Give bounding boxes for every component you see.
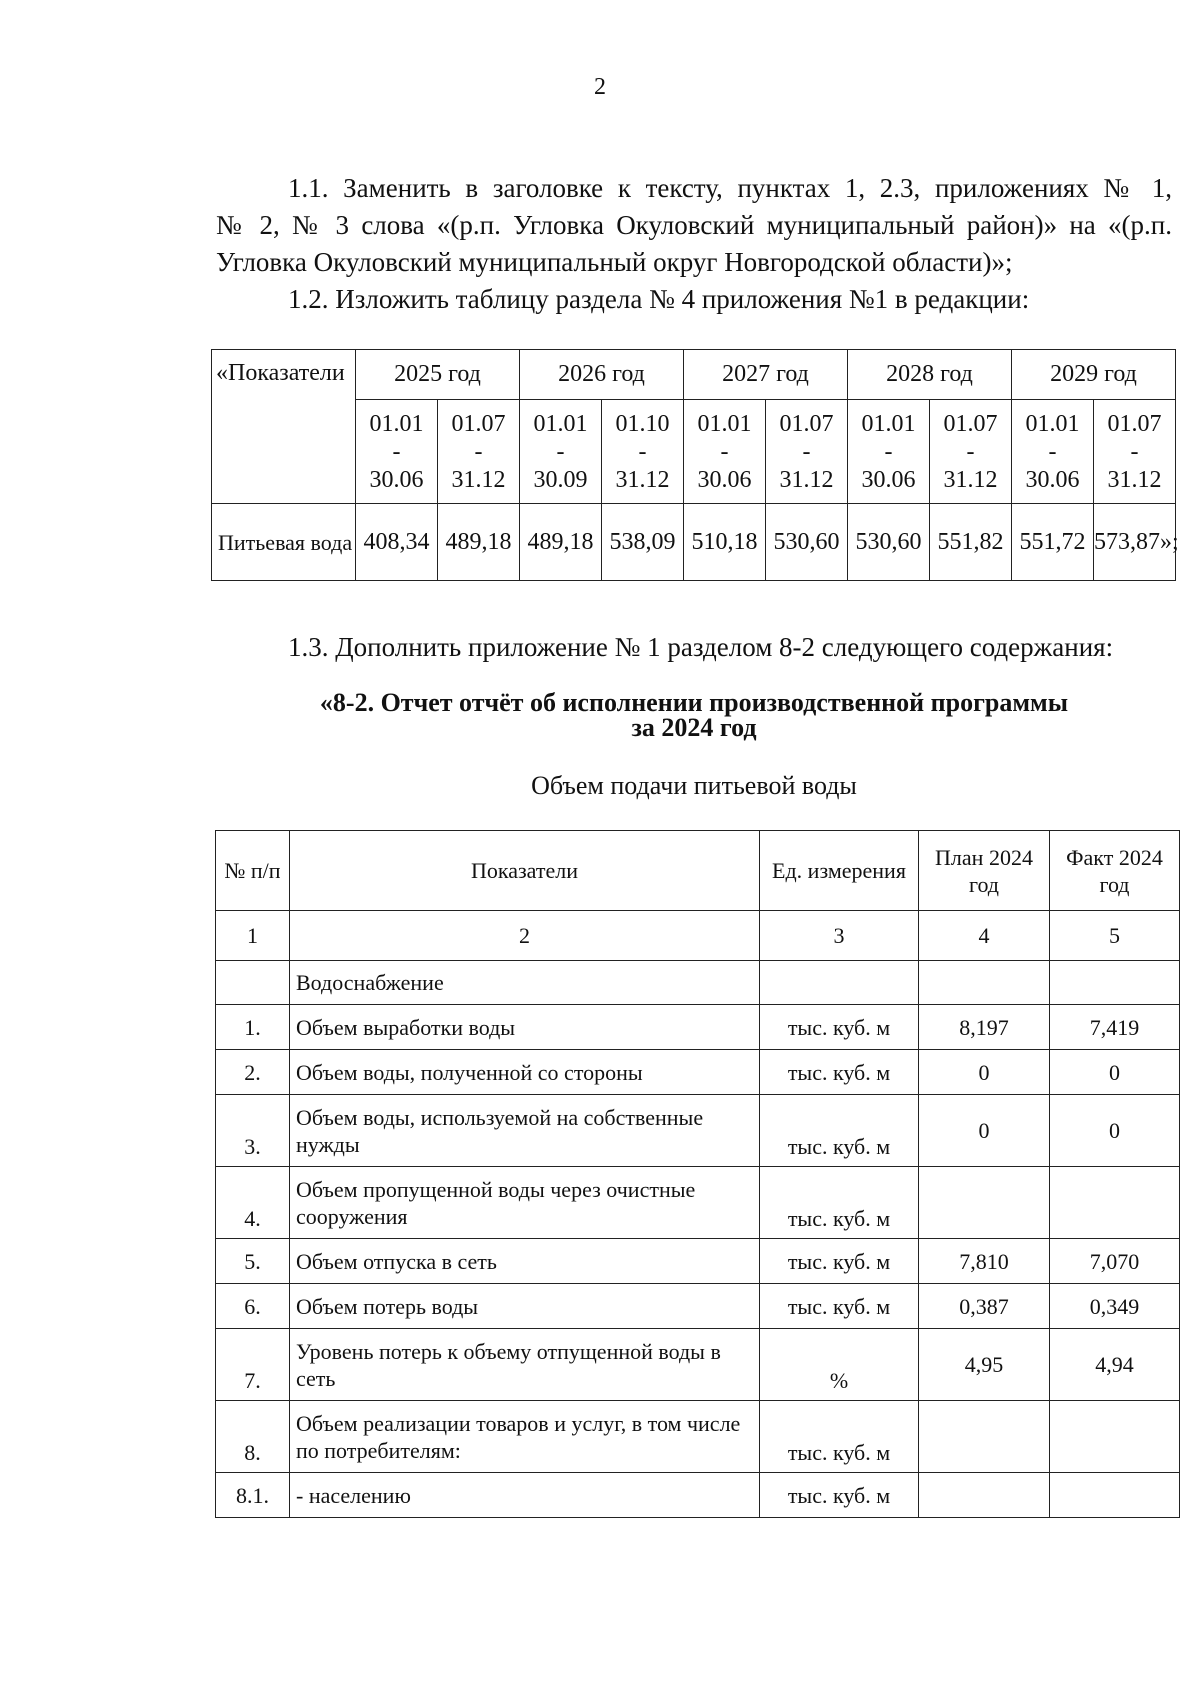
- row-num: 1.: [216, 1005, 290, 1050]
- tariff-period-end: 30.06: [861, 466, 916, 493]
- row-name: Объем воды, используемой на собственные нужды: [290, 1095, 760, 1167]
- paragraph-1-1-line-1: 1.1. Заменить в заголовке к тексту, пунктах 1, 2.3, приложениях № 1,: [288, 173, 1172, 203]
- table-row: [216, 1005, 1180, 1050]
- row-plan: 7,810: [919, 1239, 1050, 1284]
- tariff-year-2029: 2029 год: [1012, 350, 1176, 400]
- row-unit: %: [760, 1329, 919, 1401]
- tariff-value-cell: 551,82: [930, 504, 1012, 581]
- row-fact: [1050, 1473, 1180, 1518]
- tariff-period-start: 01.07: [1107, 410, 1162, 437]
- tariff-value-row: [212, 504, 1176, 581]
- table-row: [216, 1167, 1180, 1239]
- row-plan: 0: [919, 1050, 1050, 1095]
- paragraph-1-1-line-2: № 2, № 3 слова «(р.п. Угловка Окуловский муниципальный район)» на «(р.п.: [216, 210, 1172, 240]
- row-name: Водоснабжение: [290, 961, 760, 1005]
- paragraph-1-1-line-3: Угловка Окуловский муниципальный округ Новгородской области)»;: [216, 247, 1013, 277]
- tariff-year-2027: 2027 год: [684, 350, 848, 400]
- table-subtitle: Объем подачи питьевой воды: [531, 771, 857, 800]
- tariff-period-end: 31.12: [1107, 466, 1162, 493]
- row-plan: [919, 1473, 1050, 1518]
- row-num: 7.: [216, 1329, 290, 1401]
- row-num: 5.: [216, 1239, 290, 1284]
- tariff-period-dash: -: [966, 438, 975, 465]
- row-num: 4.: [216, 1167, 290, 1239]
- tariff-period-end: 31.12: [451, 466, 506, 493]
- tariff-period-start: 01.01: [861, 410, 916, 437]
- column-number: 4: [919, 911, 1050, 961]
- tariff-period-end: 30.06: [697, 466, 752, 493]
- row-unit: тыс. куб. м: [760, 1005, 919, 1050]
- tariff-row-label: Питьевая вода: [212, 504, 356, 581]
- tariff-value-cell: 408,34: [356, 504, 438, 581]
- row-unit: тыс. куб. м: [760, 1401, 919, 1473]
- tariff-period-dash: -: [638, 438, 647, 465]
- tariff-period-cell: [356, 400, 438, 504]
- tariff-value-cell: 530,60: [766, 504, 848, 581]
- tariff-period-end: 31.12: [615, 466, 670, 493]
- row-name: Объем отпуска в сеть: [290, 1239, 760, 1284]
- table-row: [216, 1095, 1180, 1167]
- tariff-value-cell: 489,18: [438, 504, 520, 581]
- row-plan: 8,197: [919, 1005, 1050, 1050]
- tariff-year-row: [212, 350, 1176, 400]
- row-name: - населению: [290, 1473, 760, 1518]
- header-fact: Факт 2024 год: [1050, 831, 1180, 911]
- table-row: [216, 961, 1180, 1005]
- tariff-table: [211, 349, 1179, 581]
- row-plan: [919, 1167, 1050, 1239]
- tariff-period-start: 01.07: [451, 410, 506, 437]
- tariff-header-label: «Показатели: [212, 350, 356, 504]
- row-fact: 0: [1050, 1050, 1180, 1095]
- table-row: [216, 1284, 1180, 1329]
- table-row: [216, 1239, 1180, 1284]
- row-unit: тыс. куб. м: [760, 1473, 919, 1518]
- table-row: [216, 1401, 1180, 1473]
- row-unit: тыс. куб. м: [760, 1050, 919, 1095]
- report-header-row: [216, 831, 1180, 911]
- tariff-period-start: 01.07: [779, 410, 834, 437]
- row-name: Объем воды, полученной со стороны: [290, 1050, 760, 1095]
- row-name: Объем потерь воды: [290, 1284, 760, 1329]
- row-fact: 0,349: [1050, 1284, 1180, 1329]
- tariff-period-dash: -: [1130, 438, 1139, 465]
- column-number: 2: [290, 911, 760, 961]
- row-fact: [1050, 1401, 1180, 1473]
- row-unit: тыс. куб. м: [760, 1095, 919, 1167]
- header-plan: План 2024 год: [919, 831, 1050, 911]
- tariff-period-cell: [1094, 400, 1176, 504]
- paragraph-1-2-text: 1.2. Изложить таблицу раздела № 4 приложения №1 в редакции:: [288, 284, 1030, 314]
- tariff-year-2025: 2025 год: [356, 350, 520, 400]
- report-body: [216, 961, 1180, 1518]
- row-name: Уровень потерь к объему отпущенной воды в сеть: [290, 1329, 760, 1401]
- section-title-line-1: «8-2. Отчет отчёт об исполнении производственной программы: [319, 688, 1069, 717]
- row-num: 8.1.: [216, 1473, 290, 1518]
- tariff-period-cell: [684, 400, 766, 504]
- row-plan: [919, 961, 1050, 1005]
- column-number: 3: [760, 911, 919, 961]
- paragraph-1-3: [216, 629, 1172, 666]
- row-name: Объем выработки воды: [290, 1005, 760, 1050]
- tariff-period-dash: -: [1048, 438, 1057, 465]
- tariff-period-dash: -: [392, 438, 401, 465]
- tariff-period-end: 31.12: [779, 466, 834, 493]
- tariff-period-start: 01.07: [943, 410, 998, 437]
- row-plan: 0: [919, 1095, 1050, 1167]
- tariff-value-cell: 530,60: [848, 504, 930, 581]
- tariff-period-cell: [1012, 400, 1094, 504]
- tariff-period-start: 01.10: [615, 410, 670, 437]
- paragraph-1-3-text: 1.3. Дополнить приложение № 1 разделом 8-2 следующего содержания:: [288, 632, 1114, 662]
- table-row: [216, 1473, 1180, 1518]
- row-fact: 0: [1050, 1095, 1180, 1167]
- tariff-year-2028: 2028 год: [848, 350, 1012, 400]
- row-unit: тыс. куб. м: [760, 1239, 919, 1284]
- column-number: 5: [1050, 911, 1180, 961]
- row-num: 3.: [216, 1095, 290, 1167]
- row-num: 2.: [216, 1050, 290, 1095]
- paragraph-1-1: [216, 170, 1172, 281]
- tariff-period-cell: [520, 400, 602, 504]
- tariff-period-end: 31.12: [943, 466, 998, 493]
- tariff-value-cell: 538,09: [602, 504, 684, 581]
- row-fact: [1050, 961, 1180, 1005]
- tariff-year-2026: 2026 год: [520, 350, 684, 400]
- tariff-period-start: 01.01: [533, 410, 588, 437]
- row-unit: [760, 961, 919, 1005]
- tariff-period-end: 30.06: [1025, 466, 1080, 493]
- row-num: 6.: [216, 1284, 290, 1329]
- tariff-period-dash: -: [884, 438, 893, 465]
- tariff-period-cell: [602, 400, 684, 504]
- row-plan: [919, 1401, 1050, 1473]
- row-fact: 7,419: [1050, 1005, 1180, 1050]
- tariff-period-cell: [438, 400, 520, 504]
- tariff-period-end: 30.06: [369, 466, 424, 493]
- table-row: [216, 1050, 1180, 1095]
- column-number: 1: [216, 911, 290, 961]
- tariff-period-row: [212, 400, 1176, 504]
- row-num: 8.: [216, 1401, 290, 1473]
- row-name: Объем реализации товаров и услуг, в том числе по потребителям:: [290, 1401, 760, 1473]
- tariff-value-cell: 489,18: [520, 504, 602, 581]
- table-row: [216, 1329, 1180, 1401]
- tariff-period-dash: -: [556, 438, 565, 465]
- row-fact: 4,94: [1050, 1329, 1180, 1401]
- tariff-period-dash: -: [720, 438, 729, 465]
- row-plan: 0,387: [919, 1284, 1050, 1329]
- tariff-period-start: 01.01: [697, 410, 752, 437]
- tariff-period-dash: -: [802, 438, 811, 465]
- column-number-row: [216, 911, 1180, 961]
- row-num: [216, 961, 290, 1005]
- section-title: [216, 690, 1172, 740]
- row-fact: [1050, 1167, 1180, 1239]
- tariff-period-cell: [766, 400, 848, 504]
- row-plan: 4,95: [919, 1329, 1050, 1401]
- tariff-period-start: 01.01: [369, 410, 424, 437]
- section-title-line-2: за 2024 год: [631, 713, 757, 742]
- tariff-period-end: 30.09: [533, 466, 588, 493]
- row-unit: тыс. куб. м: [760, 1167, 919, 1239]
- row-fact: 7,070: [1050, 1239, 1180, 1284]
- tariff-period-start: 01.01: [1025, 410, 1080, 437]
- tariff-value-cell: 573,87»;: [1094, 504, 1176, 581]
- tariff-period-dash: -: [474, 438, 483, 465]
- page-number: 2: [594, 74, 606, 100]
- report-table: [215, 830, 1180, 1518]
- tariff-period-cell: [930, 400, 1012, 504]
- header-name: Показатели: [290, 831, 760, 911]
- row-name: Объем пропущенной воды через очистные сооружения: [290, 1167, 760, 1239]
- tariff-value-cell: 551,72: [1012, 504, 1094, 581]
- header-num: № п/п: [216, 831, 290, 911]
- tariff-value-cell: 510,18: [684, 504, 766, 581]
- paragraph-1-2: [216, 281, 1172, 318]
- tariff-period-cell: [848, 400, 930, 504]
- header-unit: Ед. измерения: [760, 831, 919, 911]
- row-unit: тыс. куб. м: [760, 1284, 919, 1329]
